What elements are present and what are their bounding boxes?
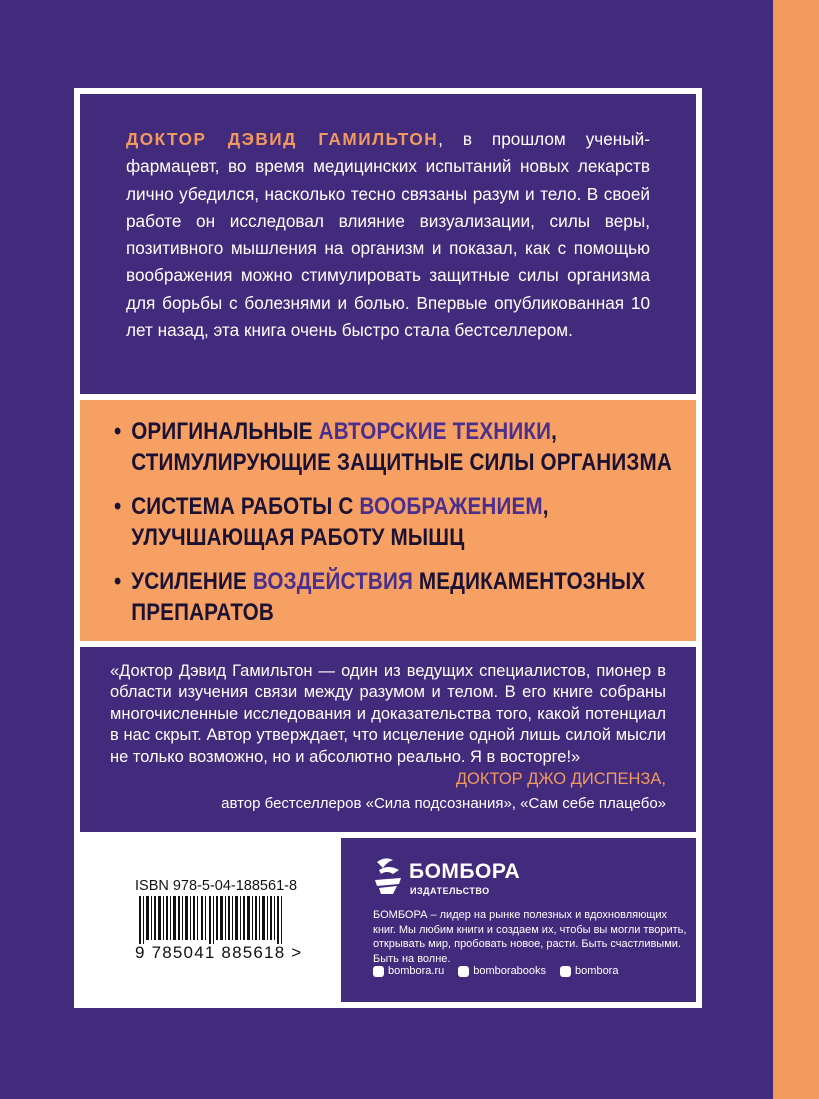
author-description-panel [80, 94, 696, 394]
isbn-label: ISBN 978-5-04-188561-8 [135, 878, 298, 894]
vk-icon [458, 966, 469, 977]
publisher-panel [341, 838, 696, 1002]
link-label: bombora.ru [388, 965, 445, 977]
feature-highlight: ВООБРАЖЕНИЕМ [359, 493, 543, 520]
publisher-name: БОМБОРА [409, 860, 521, 883]
feature-highlight: АВТОРСКИЕ ТЕХНИКИ [318, 418, 552, 445]
feature-item [114, 491, 682, 553]
publisher-description: БОМБОРА – лидер на рынке полезных и вдохновляющих книг. Мы любим книги и создаем их, чтобы вы могли творить, открывать мир, пробовать новое, расти. Быть счастливыми. Быть на волне. [373, 909, 687, 965]
publisher-links [373, 965, 618, 977]
link-telegram[interactable] [560, 965, 618, 977]
book-spine-edge [773, 0, 819, 1099]
feature-item [114, 416, 682, 478]
quote-panel [80, 647, 696, 832]
quote-text: «Доктор Дэвид Гамильтон — один из ведущих специалистов, пионер в области изучения связи между разумом и телом. В его книге собраны многочисленные исследования и доказательства того, какой потенциал в нас скрыт. Автор утверждает, что исцеление одной лишь силой мысли не только возможно, но и абсолютно реально. Я в восторге!» [110, 662, 666, 766]
link-website[interactable] [373, 965, 444, 977]
bullet-icon: • [114, 418, 122, 445]
feature-text: МЕДИКАМЕНТОЗНЫХ ПРЕПАРАТОВ [131, 568, 646, 626]
link-label: bomborabooks [473, 965, 547, 977]
bullet-icon: • [114, 493, 122, 520]
barcode-digits: 9 785041 885618 > [135, 943, 303, 962]
web-icon [373, 966, 384, 977]
feature-highlight: ВОЗДЕЙСТВИЯ [252, 568, 413, 595]
link-vk[interactable] [458, 965, 546, 977]
barcode-panel [80, 838, 335, 1002]
features-panel [80, 400, 696, 641]
barcode-icon [135, 896, 295, 944]
feature-text: ОРИГИНАЛЬНЫЕ [131, 418, 319, 445]
feature-item [114, 566, 682, 628]
feature-text: , УЛУЧШАЮЩАЯ РАБОТУ МЫШЦ [131, 493, 549, 551]
quote-credit: автор бестселлеров «Сила подсознания», «Сам себе плацебо» [221, 795, 666, 813]
bullet-icon: • [114, 568, 122, 595]
feature-text: СИСТЕМА РАБОТЫ С [131, 493, 360, 520]
author-description: , в прошлом ученый-фармацевт, во время медицинских испытаний новых лекарств лично убедился, насколько тесно связаны разум и тело. В своей работе он исследовал влияние визуализации, силы веры, позитивного мышления на организм и показал, как с помощью воображения можно стимулировать защитные силы организма для борьбы с болезнями и болью. Впервые опубликованная 10 лет назад, эта книга очень быстро стала бестселлером. [126, 129, 650, 341]
publisher-subtitle: ИЗДАТЕЛЬСТВО [410, 886, 490, 896]
bombora-logo-icon [373, 856, 405, 896]
author-name: ДОКТОР ДЭВИД ГАМИЛЬТОН [126, 129, 439, 149]
quote-author: ДОКТОР ДЖО ДИСПЕНЗА, [455, 770, 666, 789]
telegram-icon [560, 966, 571, 977]
feature-text: , СТИМУЛИРУЮЩИЕ ЗАЩИТНЫЕ СИЛЫ ОРГАНИЗМА [131, 418, 672, 476]
link-label: bombora [575, 965, 619, 977]
feature-text: УСИЛЕНИЕ [131, 568, 253, 595]
